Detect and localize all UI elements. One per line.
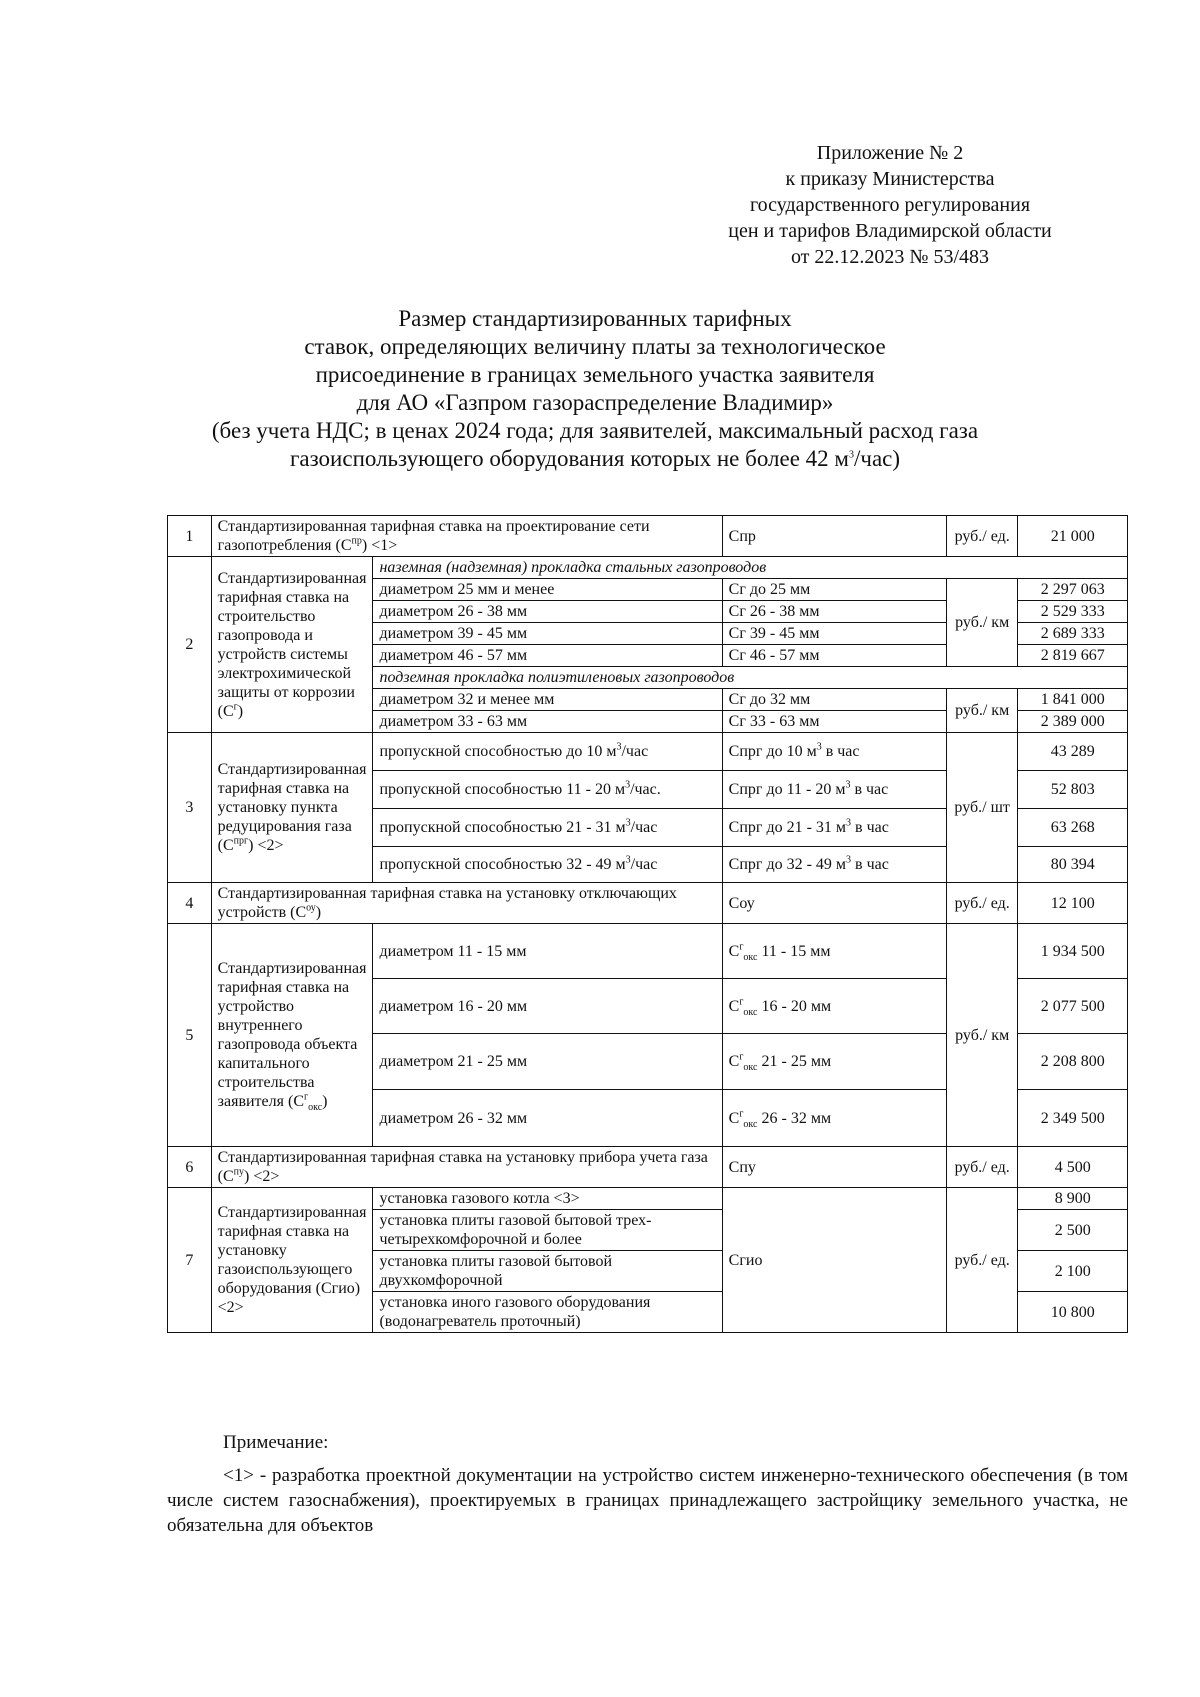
- row-name-sup: оу: [306, 902, 316, 914]
- item-desc-text: пропускной способностью 21 - 31 м: [379, 819, 626, 836]
- row-name-sup: г: [304, 1091, 309, 1103]
- item-code-text: Спрг до 10 м: [728, 743, 817, 760]
- item-code-sup: 3: [846, 817, 852, 829]
- item-value: 2 500: [1018, 1210, 1128, 1251]
- item-desc: установка плиты газовой бытовой двухкомфорочной: [373, 1251, 722, 1292]
- row-code: Сгио: [722, 1188, 946, 1333]
- item-value: 2 349 500: [1018, 1090, 1128, 1147]
- item-desc: диаметром 39 - 45 мм: [373, 623, 722, 645]
- item-desc-end: /час: [630, 819, 658, 836]
- item-code: Сг 39 - 45 мм: [722, 623, 946, 645]
- row-value: 4 500: [1018, 1147, 1128, 1188]
- table-row: [168, 924, 1128, 979]
- table-row: [168, 557, 1128, 579]
- row-name-end: ): [322, 1093, 328, 1110]
- item-value: 10 800: [1018, 1292, 1128, 1333]
- item-code-end: в час: [851, 856, 889, 873]
- item-desc: диаметром 25 мм и менее: [373, 579, 722, 601]
- row-name: [211, 883, 722, 924]
- item-desc-end: /час: [621, 743, 649, 760]
- row-code: Спр: [722, 516, 946, 557]
- row-name-end: ): [315, 904, 322, 921]
- row-name-sup: г: [233, 701, 238, 713]
- item-code: [722, 1034, 946, 1090]
- item-code-text: Спрг до 32 - 49 м: [728, 856, 847, 873]
- item-desc: диаметром 11 - 15 мм: [373, 924, 722, 979]
- row-name-end: ) <2>: [244, 1168, 280, 1185]
- item-desc-sup: 3: [625, 779, 631, 791]
- item-desc-sup: 3: [625, 817, 631, 829]
- item-code-sup: г: [739, 996, 744, 1008]
- item-code-end: 16 - 20 мм: [757, 997, 832, 1015]
- item-desc: [373, 733, 722, 771]
- row-number: 6: [168, 1147, 212, 1188]
- row-name-text: Стандартизированная тарифная ставка на устройство внутреннего газопровода объекта капитального строительства заявителя (С: [217, 960, 367, 1110]
- item-desc: [373, 771, 722, 809]
- item-code-c: С: [728, 997, 740, 1015]
- row-number: 7: [168, 1188, 212, 1333]
- item-desc: [373, 809, 722, 847]
- title-line-2: ставок, определяющих величину платы за технологическое: [304, 334, 886, 359]
- item-desc: диаметром 26 - 32 мм: [373, 1090, 722, 1147]
- row-name: [211, 557, 373, 733]
- row-name: [211, 1147, 722, 1188]
- item-value: 2 529 333: [1018, 601, 1128, 623]
- item-value: 2 389 000: [1018, 711, 1128, 733]
- appendix-date: от 22.12.2023 № 53/483: [790, 246, 990, 268]
- table-row: [168, 516, 1128, 557]
- item-code: [722, 733, 946, 771]
- title-line-1: Размер стандартизированных тарифных: [398, 306, 792, 331]
- item-code-c: С: [728, 942, 740, 960]
- subsection-heading: наземная (надземная) прокладка стальных газопроводов: [373, 557, 1128, 579]
- notes-section: [167, 1430, 1128, 1538]
- item-desc-text: пропускной способностью 32 - 49 м: [379, 856, 626, 873]
- item-code-sub: окс: [743, 951, 758, 963]
- item-desc: установка газового котла <3>: [373, 1188, 722, 1210]
- item-code-sup: 3: [816, 741, 822, 753]
- item-value: 1 841 000: [1018, 689, 1128, 711]
- item-value: 43 289: [1018, 733, 1128, 771]
- row-unit: руб./ км: [946, 924, 1018, 1147]
- item-code-sub: окс: [743, 1062, 758, 1074]
- appendix-header: [640, 140, 1140, 270]
- item-code: [722, 809, 946, 847]
- item-code: Сг до 32 мм: [722, 689, 946, 711]
- row-name-sup: прг: [233, 835, 249, 847]
- table-row: [168, 1147, 1128, 1188]
- item-code-sup: 3: [845, 779, 851, 791]
- row-name-sub: окс: [308, 1102, 323, 1114]
- item-desc: диаметром 46 - 57 мм: [373, 645, 722, 667]
- row-unit: руб./ шт: [946, 733, 1018, 883]
- item-value: 52 803: [1018, 771, 1128, 809]
- item-code-sup: г: [739, 941, 744, 953]
- document-title: [150, 305, 1040, 473]
- table-row: [168, 1188, 1128, 1210]
- row-name-text: Стандартизированная тарифная ставка на установку прибора учета газа (С: [217, 1149, 708, 1185]
- item-desc-text: пропускной способностью 11 - 20 м: [379, 781, 626, 798]
- title-line-3: присоединение в границах земельного участка заявителя: [315, 362, 875, 387]
- appendix-ministry: государственного регулирования: [749, 194, 1031, 216]
- title-line-6-text: газоиспользующего оборудования которых не более 42 м: [289, 446, 849, 471]
- notes-heading: Примечание:: [223, 1432, 329, 1453]
- row-number: 3: [168, 733, 212, 883]
- item-code-end: в час: [850, 781, 889, 798]
- item-code: Сг 26 - 38 мм: [722, 601, 946, 623]
- item-desc-sup: 3: [625, 854, 631, 866]
- item-value: 2 689 333: [1018, 623, 1128, 645]
- item-desc-sup: 3: [616, 741, 622, 753]
- row-name: [211, 516, 722, 557]
- item-desc: диаметром 32 и менее мм: [373, 689, 722, 711]
- row-number: 1: [168, 516, 212, 557]
- row-name-sup: пр: [351, 535, 362, 547]
- item-value: 63 268: [1018, 809, 1128, 847]
- row-unit: руб./ ед.: [946, 516, 1018, 557]
- item-code-c: С: [728, 1109, 740, 1127]
- title-sup: 3: [848, 449, 854, 461]
- row-name-text: Стандартизированная тарифная ставка на установку отключающих устройств (С: [217, 885, 677, 921]
- row-name-end: ) <2>: [248, 837, 284, 854]
- row-name: [211, 924, 373, 1147]
- row-number: 4: [168, 883, 212, 924]
- item-code-sup: 3: [846, 854, 852, 866]
- table-row: [168, 733, 1128, 771]
- item-code: [722, 979, 946, 1034]
- row-name-text: Стандартизированная тарифная ставка на проектирование сети газопотребления (С: [217, 518, 650, 554]
- title-line-5: (без учета НДС; в ценах 2024 года; для заявителей, максимальный расход газа: [211, 418, 979, 443]
- item-code-end: в час: [821, 743, 860, 760]
- item-desc: диаметром 26 - 38 мм: [373, 601, 722, 623]
- item-code-c: С: [728, 1053, 740, 1070]
- subsection-heading: подземная прокладка полиэтиленовых газопроводов: [373, 667, 1128, 689]
- row-unit: руб./ км: [946, 579, 1018, 667]
- row-name: Стандартизированная тарифная ставка на установку газоиспользующего оборудования (Сгио) <2>: [211, 1188, 373, 1333]
- row-name: [211, 733, 373, 883]
- item-code-text: Спрг до 21 - 31 м: [728, 819, 847, 836]
- row-number: 5: [168, 924, 212, 1147]
- row-name-end: ): [237, 702, 244, 720]
- row-name-text: Стандартизированная тарифная ставка на установку пункта редуцирования газа (С: [217, 761, 367, 854]
- row-name-end: ) <1>: [361, 537, 398, 554]
- item-code: Сг 33 - 63 мм: [722, 711, 946, 733]
- item-code-end: 11 - 15 мм: [757, 942, 831, 960]
- item-desc-text: пропускной способностью до 10 м: [379, 743, 617, 760]
- item-code-sub: окс: [743, 1006, 758, 1018]
- item-desc: [373, 847, 722, 883]
- item-code: [722, 847, 946, 883]
- row-code: Соу: [722, 883, 946, 924]
- item-code-end: в час: [851, 819, 889, 836]
- item-desc: установка плиты газовой бытовой трех-четырехкомфорочной и более: [373, 1210, 722, 1251]
- item-code-sub: окс: [743, 1118, 758, 1130]
- tariff-table: [167, 515, 1128, 1333]
- row-unit: руб./ ед.: [946, 1147, 1018, 1188]
- item-code-end: 21 - 25 мм: [757, 1053, 832, 1070]
- row-code: Спу: [722, 1147, 946, 1188]
- item-code: Сг 46 - 57 мм: [722, 645, 946, 667]
- title-line-4: для АО «Газпром газораспределение Владимир»: [356, 390, 834, 415]
- item-desc-end: /час.: [630, 781, 661, 798]
- appendix-order-ref: к приказу Министерства: [785, 168, 995, 190]
- item-value: 2 077 500: [1018, 979, 1128, 1034]
- appendix-region: цен и тарифов Владимирской области: [728, 220, 1052, 242]
- item-value: 2 208 800: [1018, 1034, 1128, 1090]
- item-desc: диаметром 21 - 25 мм: [373, 1034, 722, 1090]
- title-line-6: [150, 445, 1040, 473]
- item-code: Сг до 25 мм: [722, 579, 946, 601]
- row-unit: руб./ км: [946, 689, 1018, 733]
- item-code: [722, 1090, 946, 1147]
- row-name-sup: пу: [233, 1166, 245, 1178]
- item-code: [722, 771, 946, 809]
- appendix-number: Приложение № 2: [816, 142, 964, 164]
- row-value: 12 100: [1018, 883, 1128, 924]
- row-unit: руб./ ед.: [946, 883, 1018, 924]
- item-code-end: 26 - 32 мм: [757, 1109, 832, 1127]
- item-code-sup: г: [739, 1051, 744, 1063]
- item-value: 2 819 667: [1018, 645, 1128, 667]
- item-desc: установка иного газового оборудования (водонагреватель проточный): [373, 1292, 722, 1333]
- note-1: <1> - разработка проектной документации на устройство систем инженерно-технического обеспечения (в том числе систем газоснабжения), проектируемых в границах принадлежащего застройщику земельного участка, не обязательна для объектов: [167, 1465, 1128, 1536]
- item-desc-end: /час: [630, 856, 658, 873]
- row-number: 2: [168, 557, 212, 733]
- item-value: 2 100: [1018, 1251, 1128, 1292]
- item-desc: диаметром 16 - 20 мм: [373, 979, 722, 1034]
- item-value: 1 934 500: [1018, 924, 1128, 979]
- item-value: 80 394: [1018, 847, 1128, 883]
- item-desc: диаметром 33 - 63 мм: [373, 711, 722, 733]
- item-code-text: Спрг до 11 - 20 м: [728, 781, 846, 798]
- item-value: 8 900: [1018, 1188, 1128, 1210]
- table-row: [168, 883, 1128, 924]
- item-value: 2 297 063: [1018, 579, 1128, 601]
- item-code: [722, 924, 946, 979]
- title-line-6-end: /час): [853, 446, 901, 471]
- row-name-text: Стандартизированная тарифная ставка на строительство газопровода и устройств системы электрохимической защиты от коррозии (С: [217, 569, 367, 720]
- item-code-sup: г: [739, 1108, 744, 1120]
- row-value: 21 000: [1018, 516, 1128, 557]
- row-unit: руб./ ед.: [946, 1188, 1018, 1333]
